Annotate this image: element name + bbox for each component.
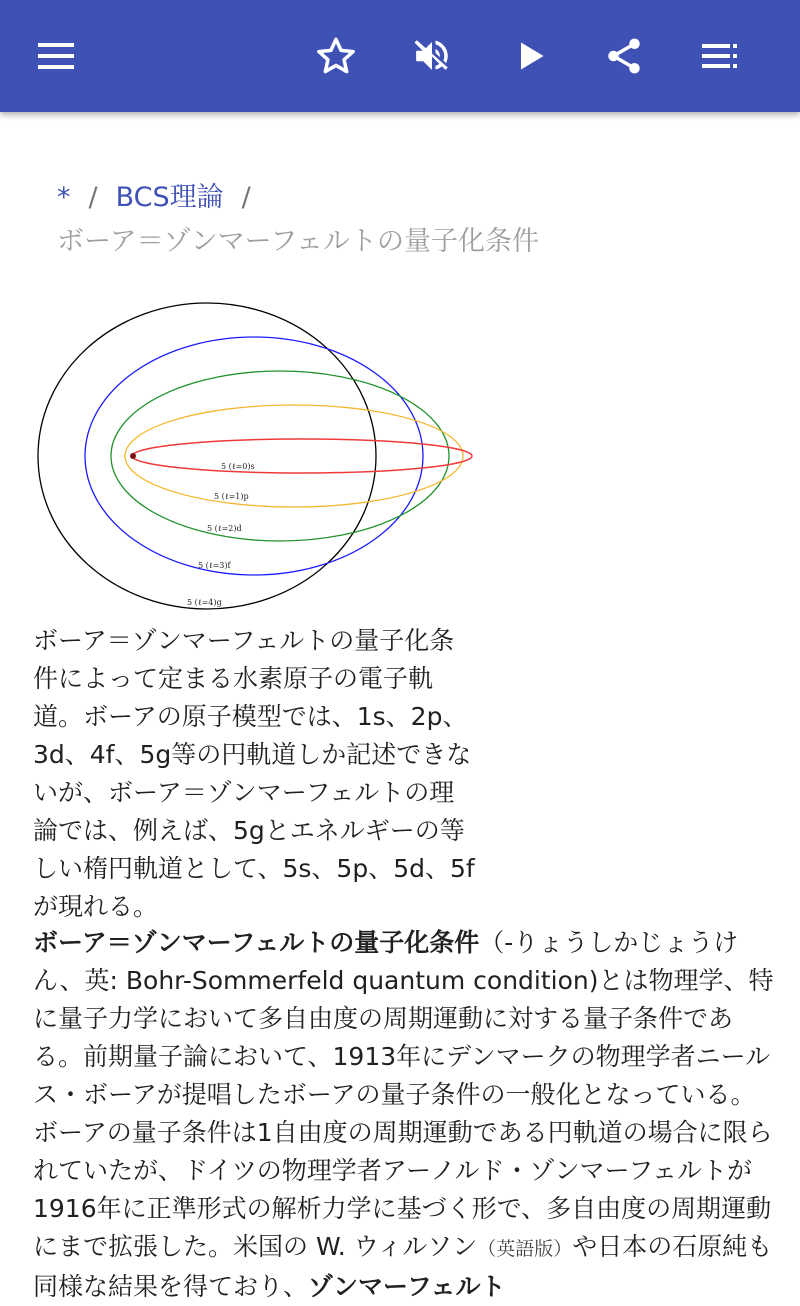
breadcrumb-current: ボーア＝ゾンマーフェルトの量子化条件	[57, 226, 539, 257]
language-note-link[interactable]: （英語版）	[477, 1238, 573, 1260]
breadcrumb-separator: /	[88, 182, 98, 213]
article-term: ゾンマーフェルト	[308, 1272, 506, 1301]
menu-icon	[36, 41, 76, 71]
article-term: ボーア＝ゾンマーフェルトの量子化条件	[33, 928, 480, 957]
contents-button[interactable]	[692, 28, 748, 84]
article-text: （-りょうしかじょうけん、英: Bohr-Sommerfeld quantum condition)とは物理学、特に量子力学において多自由度の周期運動に対する量子条件である。前期量子論において、1913年にデンマークの物理学者ニールス・ボーアが提唱したボーアの量子条件の一般化となっている。ボーアの量子条件は1自由度の周期運動である円軌道の場合に限られていたが、ドイツの物理学者アーノルド・ゾンマーフェルトが1916年に正準形式の解析力学に基づく形で、多自由度の周期運動にまで拡張した。米国の W. ウィルソン	[33, 928, 774, 1261]
orbit-label: 5 (ℓ=2)d	[207, 524, 242, 533]
orbit-label: 5 (ℓ=1)p	[214, 492, 249, 501]
app-bar	[0, 0, 800, 112]
play-icon	[512, 38, 548, 74]
orbit-label: 5 (ℓ=3)f	[198, 561, 231, 570]
article-body	[33, 924, 778, 1306]
orbit-5d	[111, 371, 449, 541]
orbit-label: 5 (ℓ=4)g	[187, 598, 222, 607]
share-icon	[603, 35, 645, 77]
share-button[interactable]	[596, 28, 652, 84]
article-text: や日本の石原純も同様な結果を得ており、	[33, 1232, 773, 1301]
breadcrumb-parent-link[interactable]: BCS理論	[115, 182, 224, 213]
mute-button[interactable]	[404, 28, 460, 84]
volume-off-icon	[411, 35, 453, 77]
nucleus	[130, 453, 136, 459]
orbit-diagram	[30, 292, 480, 622]
breadcrumb-root-link[interactable]: *	[57, 182, 71, 213]
playlist-icon	[700, 41, 740, 71]
figure-caption: ボーア＝ゾンマーフェルトの量子化条件によって定まる水素原子の電子軌道。ボーアの原子模型では、1s、2p、3d、4f、5g等の円軌道しか記述できないが、ボーア＝ゾンマーフェルトの理論では、例えば、5gとエネルギーの等しい楕円軌道として、5s、5p、5d、5fが現れる。	[33, 626, 475, 921]
star-outline-icon	[315, 35, 357, 77]
orbit-5s	[132, 439, 472, 473]
breadcrumb	[57, 176, 539, 264]
orbit-label: 5 (ℓ=0)s	[221, 462, 255, 471]
breadcrumb-separator: /	[241, 182, 251, 213]
menu-button[interactable]	[28, 28, 84, 84]
orbit-5p	[125, 405, 463, 507]
play-button[interactable]	[502, 28, 558, 84]
favorite-button[interactable]	[308, 28, 364, 84]
orbit-figure[interactable]	[30, 292, 480, 622]
